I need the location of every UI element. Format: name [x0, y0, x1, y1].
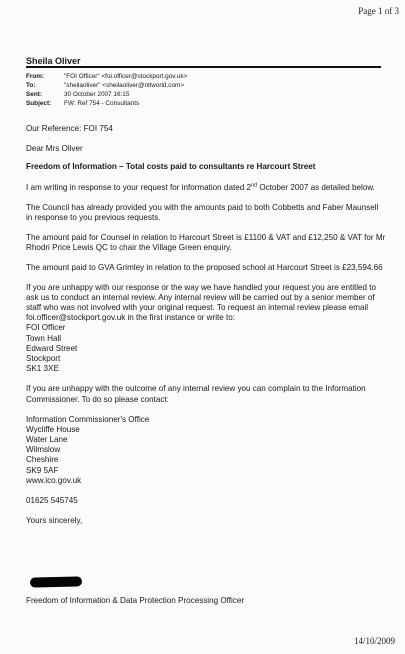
intro-ordinal: nd [250, 181, 258, 188]
intro-text-start: I am writing in response to your request for information dated 2 [26, 182, 251, 192]
salutation: Dear Mrs Oliver [26, 144, 83, 154]
cobbetts-paragraph: The Council has already provided you with the amounts paid to both Cobbetts and Faber Maunsell in response to you previous requests. [26, 202, 379, 222]
address-line: SK1 3XE [26, 364, 59, 374]
email-author: Sheila Oliver [26, 56, 81, 66]
ico-website: www.ico.gov.uk [26, 475, 82, 485]
subject-row [26, 99, 187, 108]
address-line: Wilmslow [26, 445, 61, 455]
email-header [26, 72, 187, 108]
address-line: Edward Street [26, 343, 78, 353]
intro-text-end: October 2007 as detailed below. [257, 182, 375, 192]
counsel-paragraph: The amount paid for Counsel in relation to Harcourt Street is £1100 & VAT and £12,250 & VAT for Mr Rhodri Price Lewis QC to chair the Village Green enquiry. [26, 232, 386, 252]
gva-paragraph: The amount paid to GVA Grimley in relation to the proposed school at Harcourt Street is £23,594.66 [26, 262, 383, 272]
sent-value: 30 October 2007 16:15 [64, 91, 130, 98]
subject-label: Subject: [26, 100, 52, 107]
address-line: Water Lane [26, 434, 68, 444]
to-label: To: [26, 82, 36, 89]
page-number: Page 1 of 3 [358, 6, 399, 16]
letter-body [26, 124, 386, 536]
letter-heading: Freedom of Information – Total costs paid to consultants re Harcourt Street [26, 162, 316, 172]
address-line: Information Commissioner's Office [26, 414, 150, 424]
header-divider [26, 66, 381, 68]
reference-line: Our Reference: FOI 754 [26, 124, 113, 133]
closing: Yours sincerely, [26, 515, 83, 525]
ico-paragraph: If you are unhappy with the outcome of any internal review you can complain to the Information Commissioner. To do so please contact: [26, 384, 366, 404]
sent-label: Sent: [26, 91, 42, 98]
sent-row [26, 90, 187, 99]
print-date: 14/10/2009 [353, 636, 395, 646]
from-label: From: [26, 73, 45, 80]
address-line: FOI Officer [26, 323, 66, 333]
phone-number: 01625 545745 [26, 495, 78, 505]
review-paragraph: If you are unhappy with our response or the way we have handled your request you are entitled to ask us to conduct an internal review. Any internal review will be carried out by a senior member of staff who was not involved with your original request. To request an internal review please email foi.officer@stockport.gov.uk in the first instance or write to: [26, 282, 377, 323]
address-line: Town Hall [26, 333, 62, 343]
pen-tick-mark: ˈ [47, 138, 50, 145]
ico-address [26, 415, 386, 486]
address-line: Wycliffe House [26, 424, 80, 434]
council-address [26, 323, 386, 374]
subject-value: FW: Ref 754 - Consultants [64, 100, 140, 107]
address-line: SK9 5AF [26, 465, 59, 475]
from-row [26, 72, 187, 81]
address-line: Stockport [26, 354, 61, 363]
from-value: "FOI Officer" <foi.officer@stockport.gov.uk> [64, 73, 188, 80]
redacted-signature [30, 576, 82, 587]
signature-title: Freedom of Information & Data Protection Processing Officer [26, 596, 245, 605]
to-row [26, 81, 187, 90]
to-value: "sheilaoliver" <sheilaoliver@ntlworld.com> [64, 82, 185, 89]
intro-paragraph [26, 183, 386, 193]
address-line: Cheshire [26, 455, 59, 465]
